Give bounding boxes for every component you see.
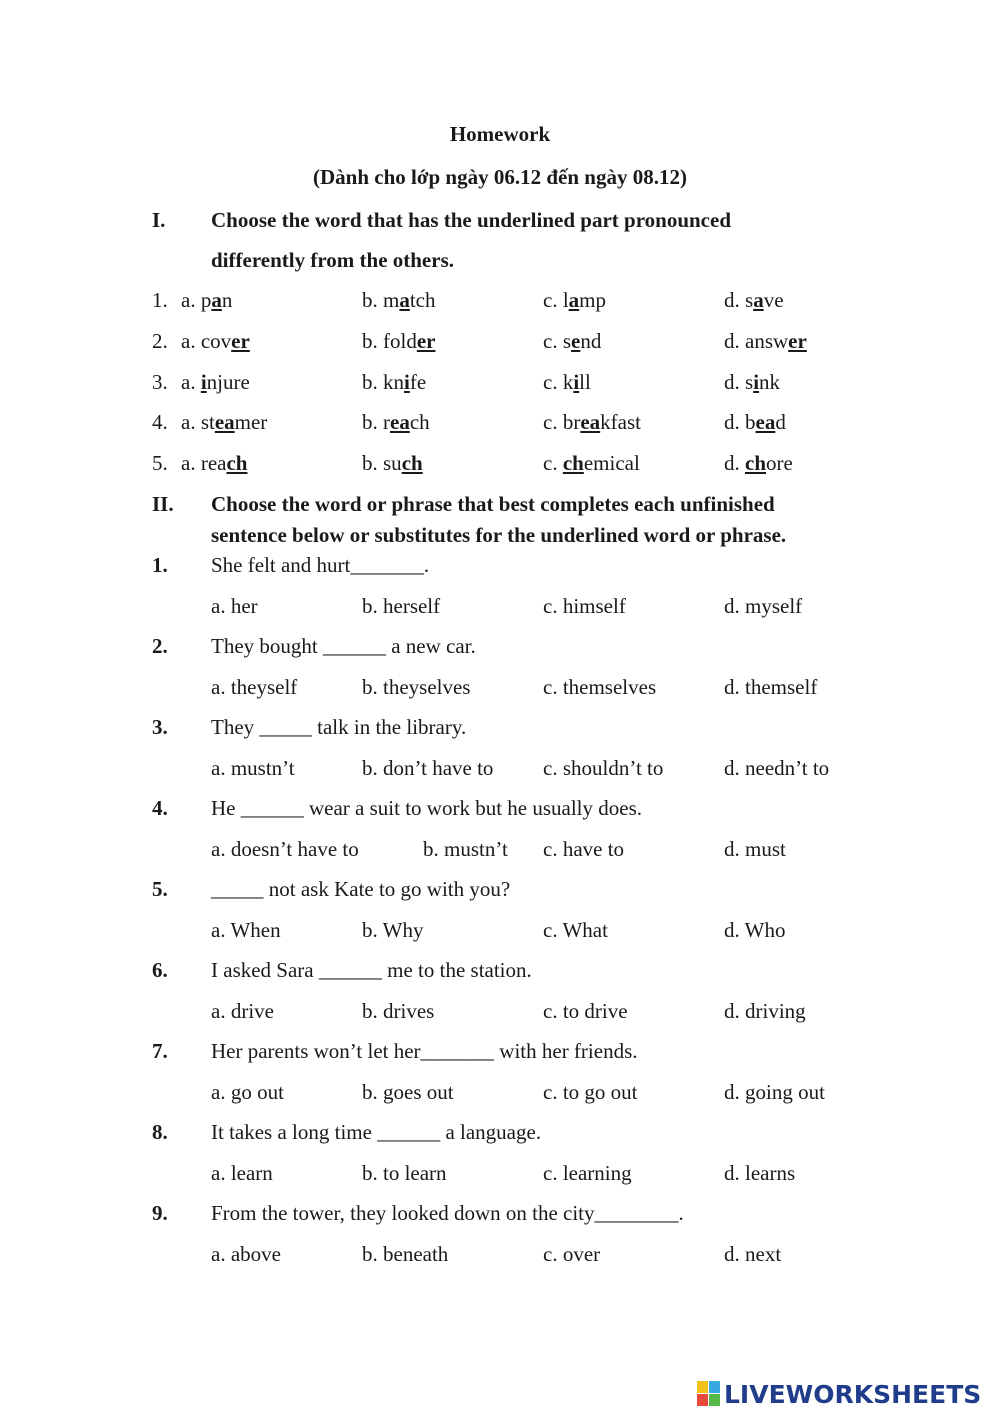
pronunciation-question-number: 4. bbox=[152, 410, 168, 434]
answer-option[interactable]: c. shouldn’t to bbox=[543, 756, 664, 780]
underlined-part: i bbox=[404, 370, 410, 394]
answer-option[interactable]: b. don’t have to bbox=[362, 756, 494, 780]
question-text: From the tower, they looked down on the city________. bbox=[211, 1201, 684, 1225]
pronunciation-option[interactable] bbox=[724, 451, 793, 476]
answer-option[interactable]: c. over bbox=[543, 1242, 601, 1266]
question-number: 1. bbox=[152, 553, 168, 577]
underlined-part: er bbox=[788, 329, 807, 353]
underlined-part: ch bbox=[745, 451, 766, 475]
answer-option[interactable]: b. herself bbox=[362, 594, 441, 618]
option-text: b. fold bbox=[362, 329, 417, 353]
question-text: It takes a long time ______ a language. bbox=[211, 1120, 542, 1144]
pronunciation-option[interactable] bbox=[362, 329, 435, 354]
answer-option[interactable]: a. theyself bbox=[211, 675, 298, 699]
underlined-part: ch bbox=[401, 451, 423, 475]
option-text: emical bbox=[583, 451, 640, 475]
pronunciation-option[interactable] bbox=[362, 410, 430, 435]
pronunciation-option[interactable] bbox=[181, 410, 267, 435]
answer-option[interactable]: b. theyselves bbox=[362, 675, 471, 699]
question-text: Her parents won’t let her_______ with her friends. bbox=[211, 1039, 638, 1063]
answer-option[interactable]: c. to drive bbox=[543, 999, 628, 1023]
answer-option[interactable]: a. above bbox=[211, 1242, 281, 1266]
underlined-part: a bbox=[568, 288, 580, 312]
option-text: d. s bbox=[724, 370, 754, 394]
liveworksheets-logo-text: LIVEWORKSHEETS bbox=[724, 1379, 982, 1409]
question-text: He ______ wear a suit to work but he usually does. bbox=[211, 796, 643, 820]
option-text: tch bbox=[409, 288, 436, 312]
underlined-part: a bbox=[211, 288, 222, 312]
answer-option[interactable]: a. go out bbox=[211, 1080, 284, 1104]
answer-option[interactable]: c. to go out bbox=[543, 1080, 638, 1104]
option-text: c. br bbox=[543, 410, 581, 434]
pronunciation-question-number: 5. bbox=[152, 451, 168, 475]
underlined-part: a bbox=[753, 288, 764, 312]
option-text: ore bbox=[766, 451, 793, 475]
pronunciation-option[interactable] bbox=[181, 288, 232, 313]
question-text: I asked Sara ______ me to the station. bbox=[211, 958, 532, 982]
answer-option[interactable]: d. needn’t to bbox=[724, 756, 830, 780]
answer-option[interactable]: b. drives bbox=[362, 999, 435, 1023]
answer-option[interactable]: d. myself bbox=[724, 594, 803, 618]
option-text: b. r bbox=[362, 410, 390, 434]
pronunciation-option[interactable] bbox=[543, 288, 606, 313]
pronunciation-option[interactable] bbox=[543, 410, 641, 435]
answer-option[interactable]: b. goes out bbox=[362, 1080, 454, 1104]
answer-option[interactable]: b. mustn’t bbox=[423, 837, 508, 861]
option-text: c. bbox=[543, 451, 563, 475]
option-text: nd bbox=[580, 329, 602, 353]
underlined-part: er bbox=[416, 329, 436, 353]
option-text: kfast bbox=[600, 410, 641, 434]
option-text: nk bbox=[759, 370, 781, 394]
answer-option[interactable]: c. What bbox=[543, 918, 608, 942]
pronunciation-option[interactable] bbox=[181, 370, 250, 395]
question-number: 5. bbox=[152, 877, 168, 901]
question-number: 7. bbox=[152, 1039, 168, 1063]
answer-option[interactable]: a. doesn’t have to bbox=[211, 837, 359, 861]
option-text: c. l bbox=[543, 288, 569, 312]
option-text: b. m bbox=[362, 288, 400, 312]
question-text: She felt and hurt_______. bbox=[211, 553, 430, 577]
answer-option[interactable]: a. learn bbox=[211, 1161, 273, 1185]
section2-instruction-line2: sentence below or substitutes for the underlined word or phrase. bbox=[211, 523, 787, 547]
pronunciation-option[interactable] bbox=[543, 370, 591, 395]
option-text: ll bbox=[579, 370, 591, 394]
underlined-part: i bbox=[753, 370, 760, 394]
pronunciation-option[interactable] bbox=[181, 451, 247, 476]
option-text: a. bbox=[181, 370, 201, 394]
pronunciation-option[interactable] bbox=[362, 288, 436, 313]
pronunciation-option[interactable] bbox=[543, 329, 601, 354]
answer-option[interactable]: c. himself bbox=[543, 594, 626, 618]
answer-option[interactable]: d. Who bbox=[724, 918, 786, 942]
option-text: b. su bbox=[362, 451, 402, 475]
pronunciation-option[interactable] bbox=[724, 370, 780, 395]
question-text: _____ not ask Kate to go with you? bbox=[211, 877, 511, 901]
section2-instruction-line1: Choose the word or phrase that best completes each unfinished bbox=[211, 492, 775, 516]
pronunciation-option[interactable] bbox=[724, 410, 786, 435]
option-text: ve bbox=[763, 288, 784, 312]
answer-option[interactable]: b. Why bbox=[362, 918, 424, 942]
underlined-part: a bbox=[399, 288, 410, 312]
pronunciation-option[interactable] bbox=[724, 329, 807, 354]
liveworksheets-logo bbox=[697, 1378, 981, 1410]
answer-option[interactable]: c. themselves bbox=[543, 675, 657, 699]
liveworksheets-logo-icon bbox=[697, 1381, 721, 1407]
answer-option[interactable]: d. themself bbox=[724, 675, 818, 699]
option-text: d. s bbox=[724, 288, 754, 312]
answer-option[interactable]: a. drive bbox=[211, 999, 274, 1023]
underlined-part: ea bbox=[755, 410, 776, 434]
underlined-part: ch bbox=[226, 451, 248, 475]
underlined-part: e bbox=[571, 329, 581, 353]
option-text: c. s bbox=[543, 329, 571, 353]
underlined-part: ea bbox=[580, 410, 601, 434]
answer-option[interactable]: d. going out bbox=[724, 1080, 825, 1104]
option-text: a. st bbox=[181, 410, 215, 434]
page-subtitle: (Dành cho lớp ngày 06.12 đến ngày 08.12) bbox=[313, 165, 687, 189]
option-text: a. cov bbox=[181, 329, 232, 353]
question-text: They _____ talk in the library. bbox=[211, 715, 467, 739]
underlined-part: ea bbox=[214, 410, 235, 434]
answer-option[interactable]: b. to learn bbox=[362, 1161, 447, 1185]
pronunciation-option[interactable] bbox=[543, 451, 640, 476]
pronunciation-option[interactable] bbox=[181, 329, 250, 354]
pronunciation-option[interactable] bbox=[362, 370, 426, 395]
option-text: d. answ bbox=[724, 329, 789, 353]
underlined-part: er bbox=[231, 329, 250, 353]
pronunciation-question-number: 3. bbox=[152, 370, 168, 394]
question-text: They bought ______ a new car. bbox=[211, 634, 476, 658]
underlined-part: i bbox=[573, 370, 580, 394]
option-text: a. rea bbox=[181, 451, 227, 475]
question-number: 6. bbox=[152, 958, 168, 982]
section2-numeral: II. bbox=[152, 492, 174, 516]
question-number: 2. bbox=[152, 634, 168, 658]
answer-option[interactable]: b. beneath bbox=[362, 1242, 449, 1266]
option-text: b. kn bbox=[362, 370, 404, 394]
option-text: ch bbox=[409, 410, 430, 434]
pronunciation-question-number: 1. bbox=[152, 288, 168, 312]
underlined-part: i bbox=[200, 370, 207, 394]
option-text: fe bbox=[409, 370, 427, 394]
option-text: d bbox=[775, 410, 786, 434]
option-text: n bbox=[221, 288, 233, 312]
section1-numeral: I. bbox=[152, 208, 166, 232]
option-text: a. p bbox=[181, 288, 212, 312]
option-text: d. b bbox=[724, 410, 756, 434]
answer-option[interactable]: d. driving bbox=[724, 999, 806, 1023]
answer-option[interactable]: d. learns bbox=[724, 1161, 796, 1185]
option-text: mp bbox=[579, 288, 606, 312]
pronunciation-question-number: 2. bbox=[152, 329, 168, 353]
option-text: njure bbox=[206, 370, 250, 394]
question-number: 4. bbox=[152, 796, 168, 820]
pronunciation-option[interactable] bbox=[724, 288, 784, 313]
answer-option[interactable]: c. have to bbox=[543, 837, 625, 861]
answer-option[interactable]: a. mustn’t bbox=[211, 756, 295, 780]
pronunciation-option[interactable] bbox=[362, 451, 423, 476]
option-text: mer bbox=[234, 410, 268, 434]
underlined-part: ch bbox=[562, 451, 584, 475]
answer-option[interactable]: c. learning bbox=[543, 1161, 632, 1185]
answer-option[interactable]: d. must bbox=[724, 837, 786, 861]
question-number: 3. bbox=[152, 715, 168, 739]
section1-instruction-line1: Choose the word that has the underlined part pronounced bbox=[211, 208, 732, 232]
option-text: d. bbox=[724, 451, 745, 475]
answer-option[interactable]: a. her bbox=[211, 594, 258, 618]
answer-option[interactable]: a. When bbox=[211, 918, 281, 942]
option-text: c. k bbox=[543, 370, 574, 394]
section1-instruction-line2: differently from the others. bbox=[211, 248, 454, 272]
question-number: 9. bbox=[152, 1201, 168, 1225]
answer-option[interactable]: d. next bbox=[724, 1242, 782, 1266]
underlined-part: ea bbox=[390, 410, 410, 434]
page-title: Homework bbox=[449, 122, 551, 146]
question-number: 8. bbox=[152, 1120, 168, 1144]
